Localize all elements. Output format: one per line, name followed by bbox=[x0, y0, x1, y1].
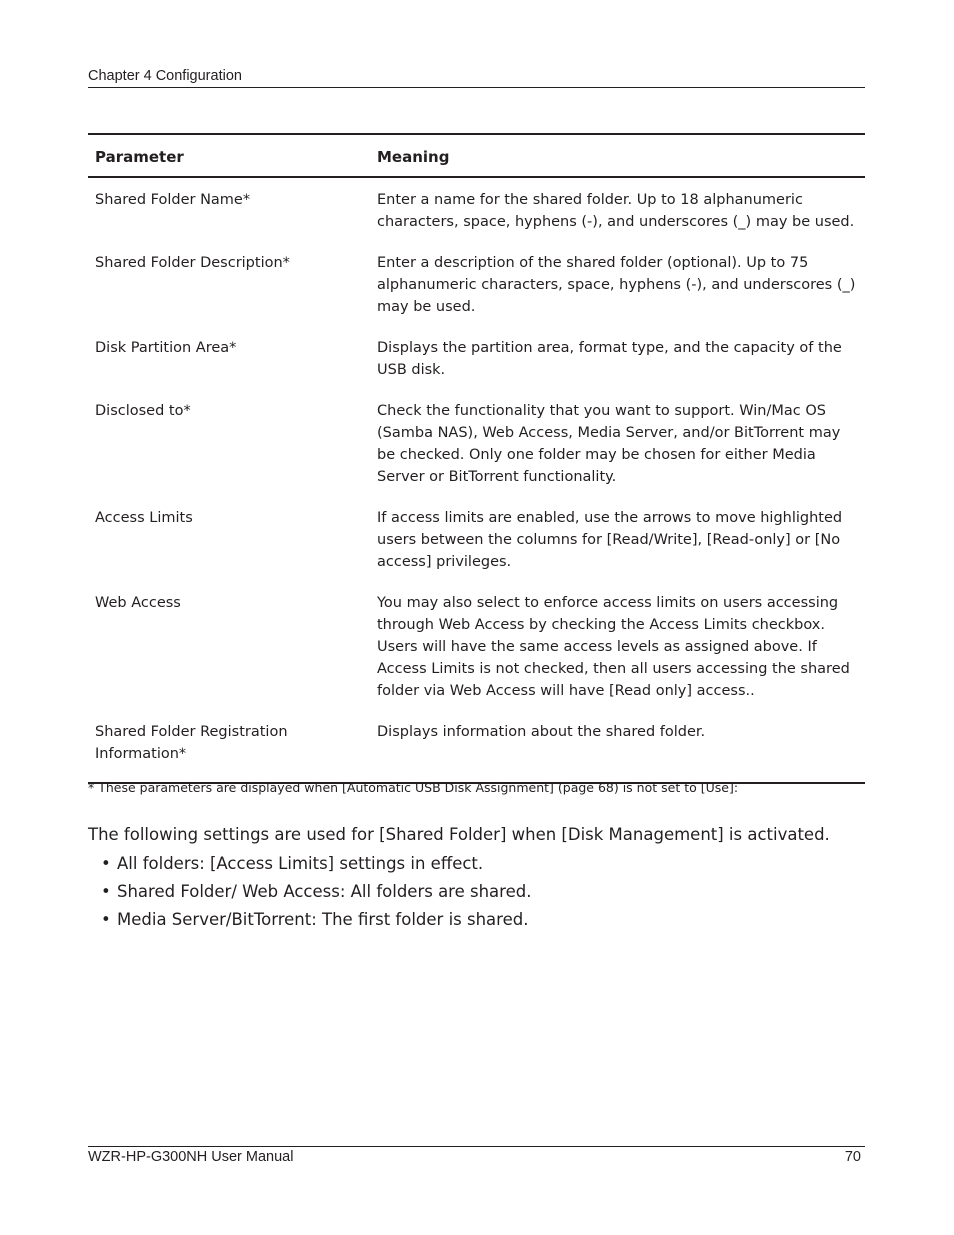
footer-manual-title: WZR-HP-G300NH User Manual bbox=[88, 1149, 294, 1165]
meaning-cell: Enter a name for the shared folder. Up to 18 alphanumeric characters, space, hyphens (-), and underscores (_) may be used. bbox=[377, 192, 855, 230]
meaning-cell: Displays the partition area, format type, and the capacity of the USB disk. bbox=[377, 340, 842, 378]
meaning-cell: Check the functionality that you want to support. Win/Mac OS (Samba NAS), Web Access, Media Server, and/or BitTorrent may be checked. Only one folder may be chosen for either Media Server or BitTorrent functionality. bbox=[377, 403, 841, 485]
parameters-table bbox=[88, 133, 865, 784]
table-row bbox=[88, 721, 865, 783]
intro-paragraph: The following settings are used for [Shared Folder] when [Disk Management] is activated. bbox=[88, 825, 830, 844]
list-item bbox=[101, 880, 861, 904]
list-item-text: Media Server/BitTorrent: The first folder is shared. bbox=[117, 910, 529, 929]
parameter-cell: Web Access bbox=[95, 595, 181, 611]
table-row bbox=[88, 177, 865, 252]
parameter-cell: Access Limits bbox=[95, 510, 193, 526]
table-row bbox=[88, 252, 865, 337]
parameter-cell: Shared Folder Description* bbox=[95, 255, 290, 271]
table-footnote: * These parameters are displayed when [Automatic USB Disk Assignment] (page 68) is not set to [Use]: bbox=[88, 780, 739, 795]
list-item bbox=[101, 908, 861, 932]
footer-divider bbox=[88, 1146, 865, 1147]
settings-bullet-list bbox=[101, 852, 861, 936]
parameter-cell: Disclosed to* bbox=[95, 403, 191, 419]
meaning-cell: You may also select to enforce access limits on users accessing through Web Access by checking the Access Limits checkbox. Users will have the same access levels as assigned above. If Access Limits is not checked, then all users accessing the shared folder via Web Access will have [Read only] access.. bbox=[377, 595, 850, 699]
list-item bbox=[101, 852, 861, 876]
table-row bbox=[88, 507, 865, 592]
table-header-row bbox=[88, 134, 865, 177]
table-row bbox=[88, 400, 865, 507]
table-row bbox=[88, 592, 865, 721]
parameter-cell: Shared Folder Registration Information* bbox=[95, 724, 288, 762]
parameter-cell: Disk Partition Area* bbox=[95, 340, 237, 356]
bullet-icon: • bbox=[101, 854, 111, 873]
list-item-text: Shared Folder/ Web Access: All folders are shared. bbox=[117, 882, 532, 901]
bullet-icon: • bbox=[101, 910, 111, 929]
page-number: 70 bbox=[844, 1149, 861, 1165]
column-header-meaning: Meaning bbox=[370, 134, 865, 177]
meaning-cell: If access limits are enabled, use the arrows to move highlighted users between the columns for [Read/Write], [Read-only] or [No access] privileges. bbox=[377, 510, 843, 570]
bullet-icon: • bbox=[101, 882, 111, 901]
parameter-cell: Shared Folder Name* bbox=[95, 192, 251, 208]
meaning-cell: Enter a description of the shared folder (optional). Up to 75 alphanumeric characters, space, hyphens (-), and underscores (_) may be used. bbox=[377, 255, 856, 315]
column-header-parameter: Parameter bbox=[88, 134, 370, 177]
chapter-header: Chapter 4 Configuration bbox=[88, 68, 865, 88]
meaning-cell: Displays information about the shared folder. bbox=[377, 724, 706, 740]
list-item-text: All folders: [Access Limits] settings in effect. bbox=[117, 854, 484, 873]
table-row bbox=[88, 337, 865, 400]
